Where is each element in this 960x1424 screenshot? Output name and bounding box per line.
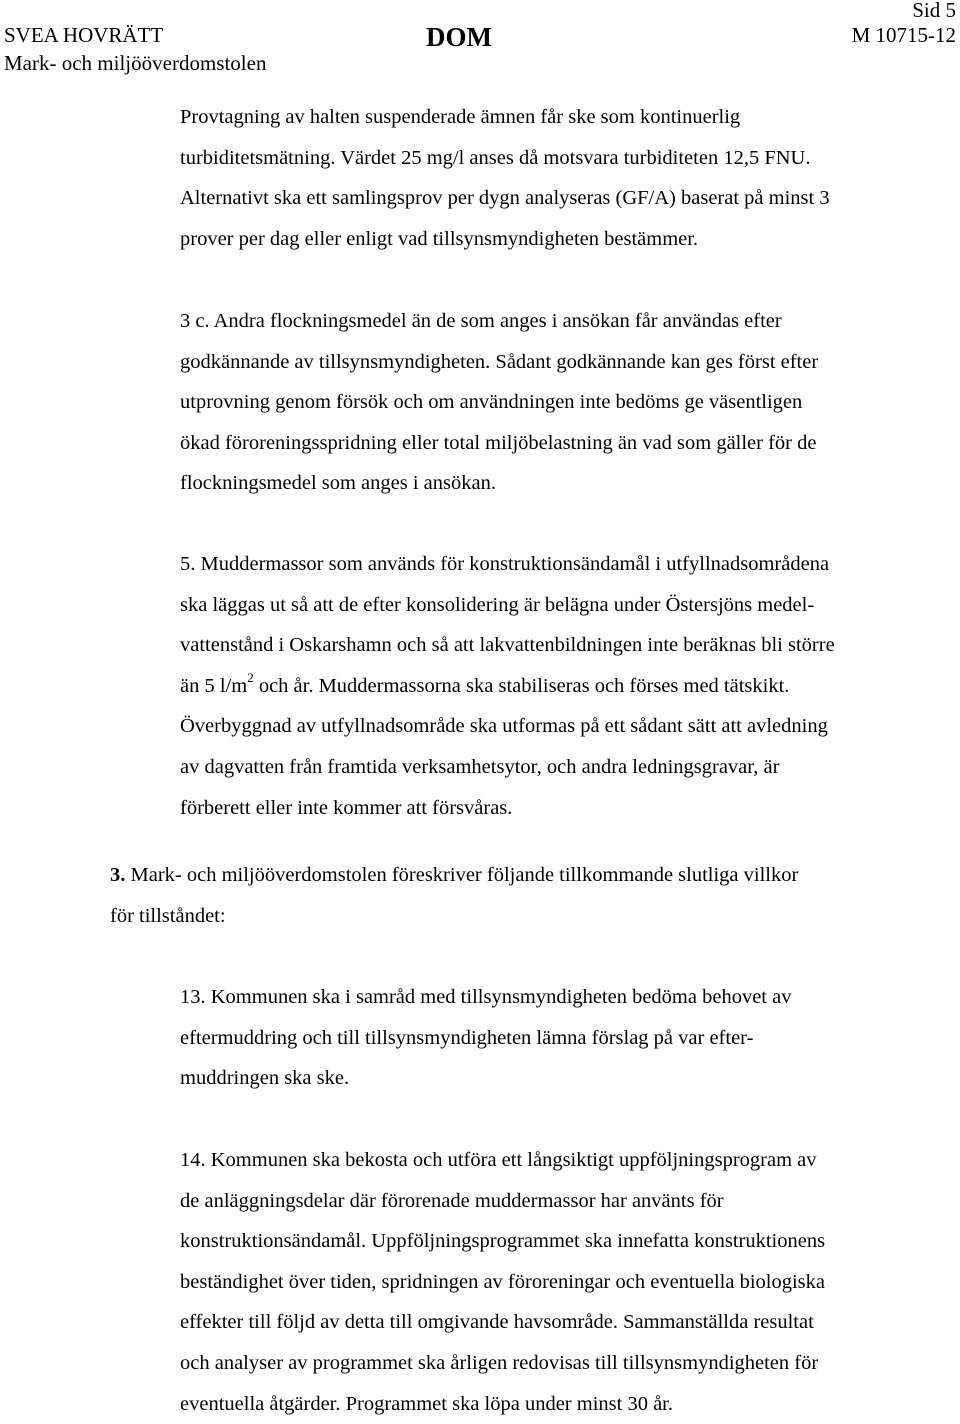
text-line: 5. Muddermassor som används för konstruktionsändamål i utfyllnadsområdena bbox=[180, 553, 830, 575]
text-line: beständighet över tiden, spridningen av föroreningar och eventuella biologiska bbox=[180, 1270, 825, 1293]
superscript: 2 bbox=[247, 669, 254, 685]
text-line: eftermuddring och till tillsynsmyndigheten lämna förslag på var efter- bbox=[180, 1026, 754, 1049]
text-line: 13. Kommunen ska i samråd med tillsynsmyndigheten bedöma behovet av bbox=[180, 986, 792, 1008]
paragraph-condition-5 bbox=[180, 544, 940, 828]
paragraph-section-3 bbox=[110, 855, 940, 936]
text-line: ska läggas ut så att de efter konsolidering är belägna under Östersjöns medel- bbox=[180, 593, 815, 616]
text-line: 3 c. Andra flockningsmedel än de som anges i ansökan får användas efter bbox=[180, 310, 782, 332]
document-type: DOM bbox=[426, 22, 492, 52]
text-line: förberett eller inte kommer att försvåras. bbox=[180, 796, 513, 819]
text-line: för tillståndet: bbox=[110, 904, 226, 927]
text-fragment: än 5 l/m bbox=[180, 674, 248, 697]
text-line: 14. Kommunen ska bekosta och utföra ett långsiktigt uppföljningsprogram av bbox=[180, 1149, 817, 1171]
department-name: Mark- och miljööverdomstolen bbox=[4, 51, 267, 75]
text-line: Överbyggnad av utfyllnadsområde ska utformas på ett sådant sätt att avledning bbox=[180, 715, 828, 738]
text-line: godkännande av tillsynsmyndigheten. Sådant godkännande kan ges först efter bbox=[180, 350, 819, 373]
section-number: 3. bbox=[110, 864, 126, 886]
paragraph-condition-14 bbox=[180, 1140, 940, 1424]
text-fragment: Mark- och miljööverdomstolen föreskriver följande tillkommande slutliga villkor bbox=[125, 864, 799, 886]
document-header bbox=[0, 0, 960, 80]
text-line: prover per dag eller enligt vad tillsynsmyndigheten bestämmer. bbox=[180, 227, 699, 250]
text-line: muddringen ska ske. bbox=[180, 1067, 350, 1090]
text-line: ökad föroreningsspridning eller total miljöbelastning än vad som gäller för de bbox=[180, 431, 817, 454]
text-line bbox=[180, 666, 940, 707]
page-number: Sid 5 bbox=[912, 0, 956, 22]
text-line: flockningsmedel som anges i ansökan. bbox=[180, 472, 496, 495]
text-line: konstruktionsändamål. Uppföljningsprogrammet ska innefatta konstruktionens bbox=[180, 1230, 826, 1253]
text-line bbox=[110, 855, 940, 896]
case-number: M 10715-12 bbox=[851, 23, 956, 47]
text-line: utprovning genom försök och om användningen inte bedöms ge väsentligen bbox=[180, 391, 803, 414]
text-line: och analyser av programmet ska årligen redovisas till tillsynsmyndigheten för bbox=[180, 1351, 819, 1374]
text-line: Alternativt ska ett samlingsprov per dygn analyseras (GF/A) baserat på minst 3 bbox=[180, 187, 830, 210]
text-line: Provtagning av halten suspenderade ämnen får ske som kontinuerlig bbox=[180, 106, 741, 128]
paragraph-condition-13 bbox=[180, 977, 940, 1099]
text-line: eventuella åtgärder. Programmet ska löpa under minst 30 år. bbox=[180, 1392, 673, 1415]
text-line: effekter till följd av detta till omgivande havsområde. Sammanställda resultat bbox=[180, 1311, 814, 1334]
text-line: vattenstånd i Oskarshamn och så att lakvattenbildningen inte beräknas bli större bbox=[180, 634, 835, 657]
text-line: turbiditetsmätning. Värdet 25 mg/l anses då motsvara turbiditeten 12,5 FNU. bbox=[180, 146, 811, 169]
paragraph-condition-3c bbox=[180, 301, 940, 504]
text-line: av dagvatten från framtida verksamhetsytor, och andra ledningsgravar, är bbox=[180, 755, 780, 778]
court-name: SVEA HOVRÄTT bbox=[4, 23, 164, 47]
paragraph-sampling bbox=[180, 97, 940, 259]
text-line: de anläggningsdelar där förorenade muddermassor har använts för bbox=[180, 1189, 724, 1212]
text-fragment: och år. Muddermassorna ska stabiliseras och förses med tätskikt. bbox=[253, 674, 790, 697]
